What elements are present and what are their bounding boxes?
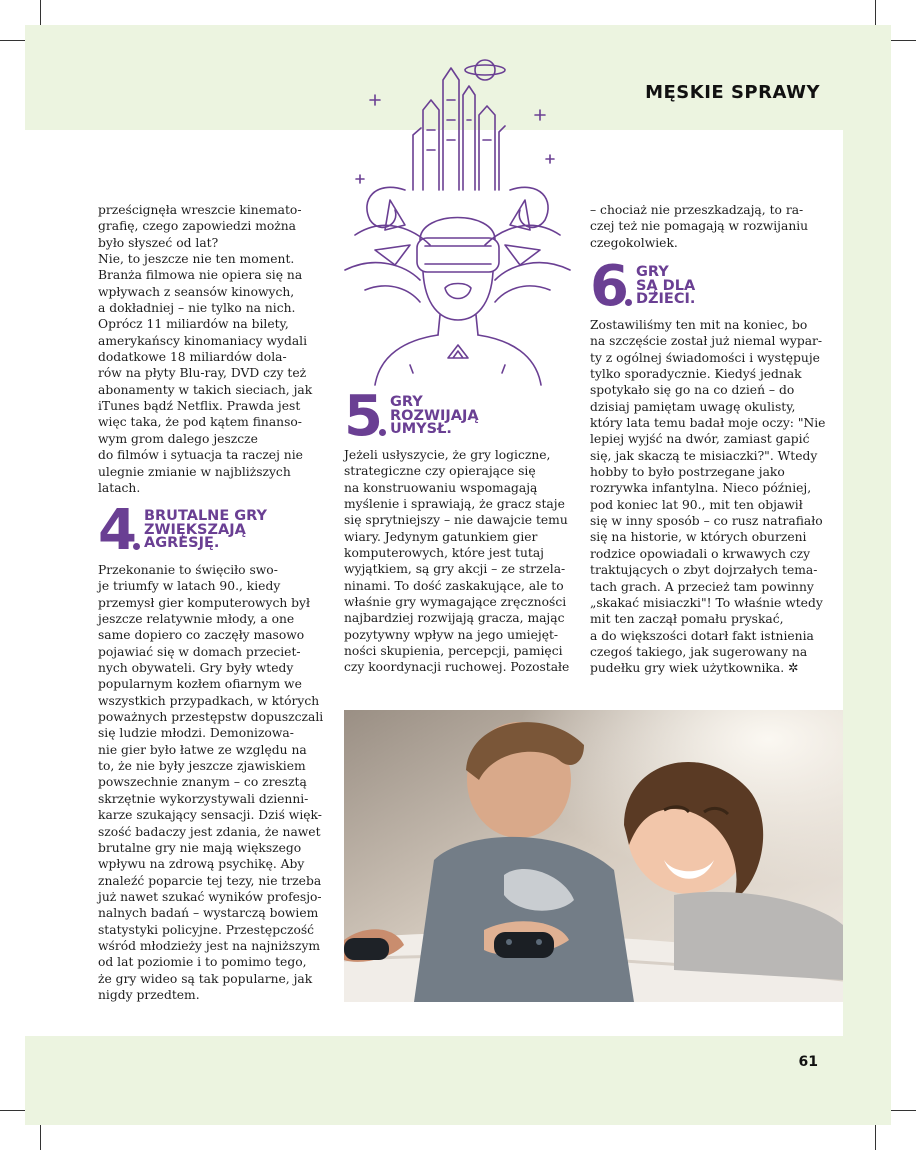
crop-mark bbox=[0, 1110, 25, 1111]
column-3-body: Zostawiliśmy ten mit na koniec, bo na szczęście został już niemal wypar- ty z ogólnej świadomości i występuje tylko sporadycznie. Kiedyś jednak spotykało się go na co dzień – do dzisiaj pamiętam uwagę okulisty, który lata temu badał moje oczy: "Nie lepiej wyjść na dwór, zamiast gapić się, jak skaczą te misiaczki?". Wtedy hobby to było postrzegane jako rozrywka infantylna. Nieco później, pod koniec lat 90., mit ten objawił się w inny sposób – co rusz natrafiało się na historie, w których oburzeni rodzice opowiadali o krwawych czy traktujących o zbyt dojrzałych tema- tach grach. A przecież tam powinny „skakać misiaczki"! To właśnie wtedy mit ten zaczął pomału pryskać, a do większości dotarł fakt istnienia czegoś takiego, jak sugerowany na pudełku gry wiek użytkownika. ✲ bbox=[590, 318, 826, 676]
crop-mark bbox=[40, 0, 41, 25]
column-3-intro: – chociaż nie przeszkadzają, to ra- czej też nie pomagają w rozwijaniu czegokolwiek. bbox=[590, 203, 809, 250]
heading-dot bbox=[379, 429, 386, 436]
heading-text: BRUTALNE GRY ZWIĘKSZAJĄ AGRESJĘ. bbox=[143, 508, 268, 551]
crop-mark bbox=[875, 1125, 876, 1150]
heading-number: 4 bbox=[98, 498, 133, 563]
heading-4 bbox=[98, 498, 268, 563]
crop-mark bbox=[891, 40, 916, 41]
heading-number: 6 bbox=[590, 254, 625, 319]
heading-text: GRY ROZWIJAJĄ UMYSŁ. bbox=[389, 394, 479, 437]
heading-5 bbox=[344, 384, 479, 449]
section-title: MĘSKIE SPRAWY bbox=[645, 82, 820, 103]
column-2-body: Jeżeli usłyszycie, że gry logiczne, strategiczne czy opierające się na konstruowaniu wspomagają myślenie i sprawiają, że gracz staje się sprytniejszy – nie dawajcie temu wiary. Jedynym gatunkiem gier komputerowych, które jest tutaj wyjątkiem, są gry akcji – ze strzela- ninami. To dość zaskakujące, ale to właśnie gry wymagające zręczności najbardziej rozwijają gracza, mając pozytywny wpływ na jego umiejęt- ności skupienia, percepcji, pamięci czy koordynacji ruchowej. Pozostałe bbox=[344, 448, 570, 675]
crop-mark bbox=[0, 40, 25, 41]
heading-text: GRY SĄ DLA DZIECI. bbox=[635, 264, 696, 307]
father-and-daughter-gaming-photo bbox=[344, 710, 843, 1002]
heading-number: 5 bbox=[344, 384, 379, 449]
vr-headset-man-illustration bbox=[335, 40, 580, 390]
heading-6 bbox=[590, 254, 696, 319]
heading-dot bbox=[625, 299, 632, 306]
column-1-body: Przekonanie to święciło swo- je triumfy w latach 90., kiedy przemysł gier komputerowych był jeszcze relatywnie młody, a one same dopiero co zaczęły masowo pojawiać się w domach przeciet- nych obywateli. Gry były wtedy popularnym kozłem ofiarnym we wszystkich przypadkach, w których poważnych przestępstw dopuszczali się ludzie młodzi. Demonizowa- nie gier było łatwe ze względu na to, że nie były jeszcze zjawiskiem powszechnie znanym – co zresztą skrzętnie wykorzystywali dzienni- karze szukający sensacji. Dziś więk- szość badaczy jest zdania, że nawet brutalne gry nie mają większego wpływu na zdrową psychikę. Aby znaleźć poparcie tej tezy, nie trzeba już nawet szukać wyników profesjo- nalnych badań – wystarczą bowiem statystyki policyjne. Przestępczość wśród młodzieży jest na najniższym od lat poziomie i to pomimo tego, że gry wideo są tak popularne, jak nigdy przedtem. bbox=[98, 563, 324, 1002]
page-number: 61 bbox=[798, 1054, 818, 1070]
crop-mark bbox=[40, 1125, 41, 1150]
crop-mark bbox=[875, 0, 876, 25]
crop-mark bbox=[891, 1110, 916, 1111]
column-1-intro: prześcignęła wreszcie kinemato- grafię, czego zapowiedzi można było słyszeć od lat? Nie, to jeszcze nie ten moment. Branża filmowa nie opiera się na wpływach z seansów kinowych, a dokładniej – nie tylko na nich. Oprócz 11 miliardów na bilety, amerykańscy kinomaniacy wydali dodatkowe 18 miliardów dola- rów na płyty Blu-ray, DVD czy też abonamenty w takich sieciach, jak iTunes bądź Netflix. Prawda jest więc taka, że pod kątem finanso- wym grom dalego jeszcze do filmów i sytuacja ta raczej nie ulegnie zmianie w najbliższych latach. bbox=[98, 203, 313, 495]
heading-dot bbox=[133, 543, 140, 550]
